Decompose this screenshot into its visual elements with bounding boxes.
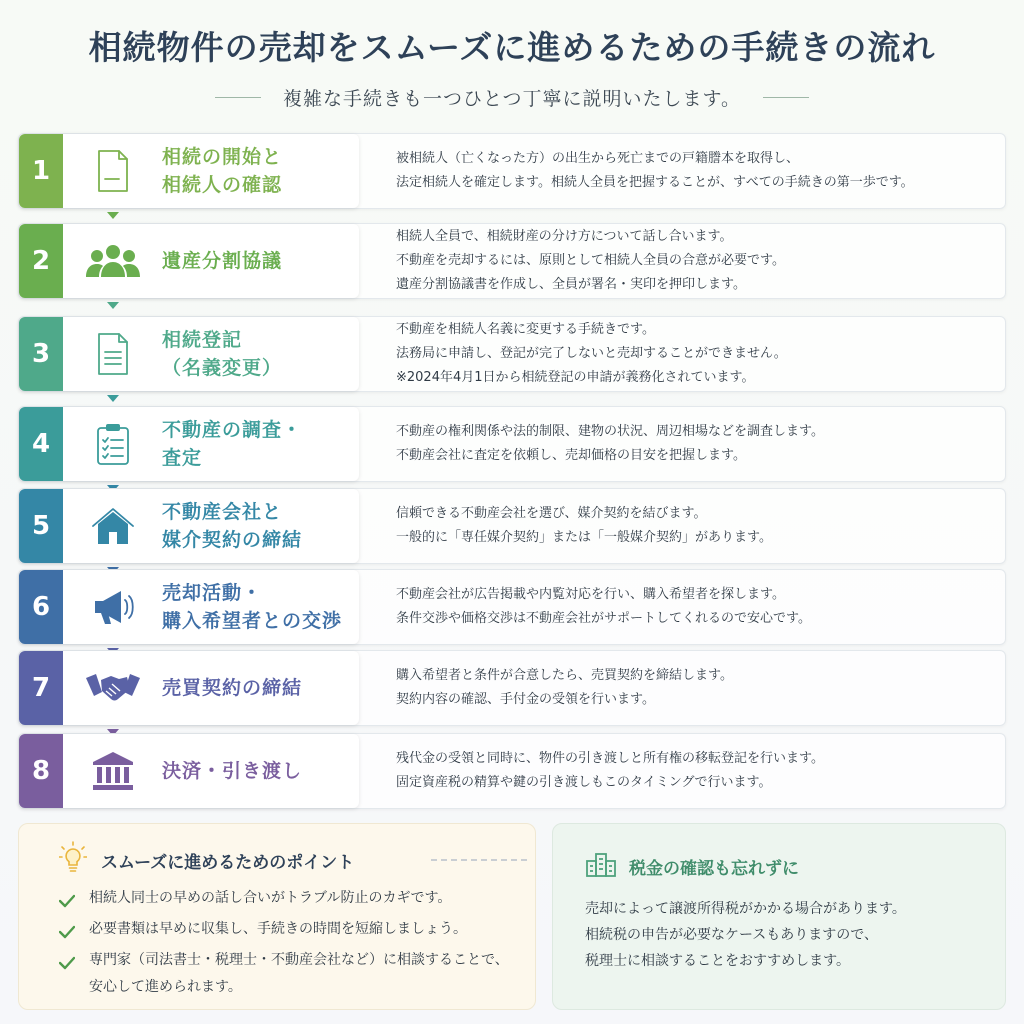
handshake-icon — [85, 666, 141, 710]
subtitle-row — [0, 84, 1024, 111]
step-description — [396, 747, 996, 795]
check-icon — [59, 953, 75, 980]
step-description — [396, 502, 996, 550]
points-list — [59, 885, 529, 1005]
step-card — [18, 733, 1006, 809]
step-number: 2 — [19, 224, 63, 298]
tax-title: 税金の確認も忘れずに — [629, 859, 799, 879]
step-title: 売却活動・ 購入希望者との交渉 — [162, 582, 343, 632]
step-number: 5 — [19, 489, 63, 563]
step-header — [19, 734, 359, 808]
subtitle-divider-right — [763, 97, 809, 98]
flow-arrow-icon — [107, 395, 119, 402]
point-text: 必要書類は早めに収集し、手続きの時間を短縮しましょう。 — [89, 921, 467, 937]
flow-arrow-icon — [107, 212, 119, 219]
description-line: 遺産分割協議書を作成し、全員が署名・実印を押印します。 — [396, 277, 746, 292]
check-icon — [59, 922, 75, 949]
step-header — [19, 570, 359, 644]
points-title: スムーズに進めるためのポイント — [101, 853, 355, 873]
description-line: 一般的に「専任媒介契約」または「一般媒介契約」があります。 — [396, 530, 772, 545]
file-icon — [85, 332, 141, 376]
point-item — [59, 916, 529, 943]
page-title: 相続物件の売却をスムーズに進めるための手続きの流れ — [88, 28, 936, 67]
point-item — [59, 885, 529, 912]
description-line: 不動産会社が広告掲載や内覧対応を行い、購入希望者を探します。 — [396, 587, 785, 602]
description-line: 不動産を相続人名義に変更する手続きです。 — [396, 322, 655, 337]
step-title: 売買契約の締結 — [162, 677, 303, 699]
tax-text — [585, 896, 906, 974]
step-number: 8 — [19, 734, 63, 808]
lightbulb-icon — [59, 841, 87, 877]
point-text: 専門家（司法書士・税理士・不動産会社など）に相談することで、 安心して進められます。 — [89, 952, 509, 995]
step-card — [18, 223, 1006, 299]
subtitle-divider-left — [215, 97, 261, 98]
step-number: 7 — [19, 651, 63, 725]
description-line: 信頼できる不動産会社を選び、媒介契約を結びます。 — [396, 506, 707, 521]
description-line: 被相続人（亡くなった方）の出生から死亡までの戸籍謄本を取得し、 — [396, 151, 800, 166]
clipboard-icon — [85, 422, 141, 466]
step-title: 相続の開始と 相続人の確認 — [162, 146, 283, 196]
step-number: 4 — [19, 407, 63, 481]
step-header — [19, 134, 359, 208]
description-line: 法務局に申請し、登記が完了しないと売却することができません。 — [396, 346, 787, 361]
step-card — [18, 316, 1006, 392]
building-icon — [585, 852, 617, 882]
description-line: 不動産を売却するには、原則として相続人全員の合意が必要です。 — [396, 253, 785, 268]
tax-panel — [552, 823, 1006, 1010]
megaphone-icon — [85, 585, 141, 629]
step-title: 不動産会社と 媒介契約の締結 — [162, 501, 303, 551]
step-number: 3 — [19, 317, 63, 391]
document-icon — [85, 149, 141, 193]
point-text: 相続人同士の早めの話し合いがトラブル防止のカギです。 — [89, 890, 452, 906]
step-card — [18, 650, 1006, 726]
step-header — [19, 407, 359, 481]
description-line: 法定相続人を確定します。相続人全員を把握することが、すべての手続きの第一歩です。 — [396, 175, 914, 190]
tax-line: 相続税の申告が必要なケースもありますので、 — [585, 927, 879, 943]
description-line: 残代金の受領と同時に、物件の引き渡しと所有権の移転登記を行います。 — [396, 751, 824, 766]
step-description — [396, 664, 996, 712]
tax-line: 売却によって譲渡所得税がかかる場合があります。 — [585, 901, 906, 917]
step-title: 相続登記 （名義変更） — [162, 329, 283, 379]
check-icon — [59, 891, 75, 918]
step-description — [396, 225, 996, 297]
step-description — [396, 583, 996, 631]
description-line: 不動産会社に査定を依頼し、売却価格の目安を把握します。 — [396, 448, 746, 463]
description-line: 条件交渉や価格交渉は不動産会社がサポートしてくれるので安心です。 — [396, 611, 811, 626]
description-line: 相続人全員で、相続財産の分け方について話し合います。 — [396, 229, 733, 244]
people-icon — [85, 239, 141, 283]
step-card — [18, 133, 1006, 209]
point-item — [59, 947, 529, 1001]
step-header — [19, 489, 359, 563]
step-title: 遺産分割協議 — [162, 250, 283, 272]
step-card — [18, 406, 1006, 482]
step-description — [396, 318, 996, 390]
house-icon — [85, 504, 141, 548]
step-title: 決済・引き渡し — [162, 760, 303, 782]
description-line: 不動産の権利関係や法的制限、建物の状況、周辺相場などを調査します。 — [396, 424, 824, 439]
step-card — [18, 488, 1006, 564]
step-description — [396, 147, 996, 195]
description-line: 契約内容の確認、手付金の受領を行います。 — [396, 692, 655, 707]
step-title: 不動産の調査・ 査定 — [162, 419, 303, 469]
step-header — [19, 317, 359, 391]
page-subtitle: 複雑な手続きも一つひとつ丁寧に説明いたします。 — [282, 88, 742, 110]
step-card — [18, 569, 1006, 645]
step-header — [19, 224, 359, 298]
step-number: 6 — [19, 570, 63, 644]
step-header — [19, 651, 359, 725]
description-line: 購入希望者と条件が合意したら、売買契約を締結します。 — [396, 668, 733, 683]
title-divider — [431, 859, 527, 861]
step-number: 1 — [19, 134, 63, 208]
step-description — [396, 420, 996, 468]
description-line: ※2024年4月1日から相続登記の申請が義務化されています。 — [396, 370, 755, 385]
bank-icon — [85, 749, 141, 793]
flow-arrow-icon — [107, 302, 119, 309]
points-panel — [18, 823, 536, 1010]
tax-line: 税理士に相談することをおすすめします。 — [585, 953, 851, 969]
description-line: 固定資産税の精算や鍵の引き渡しもこのタイミングで行います。 — [396, 775, 772, 790]
